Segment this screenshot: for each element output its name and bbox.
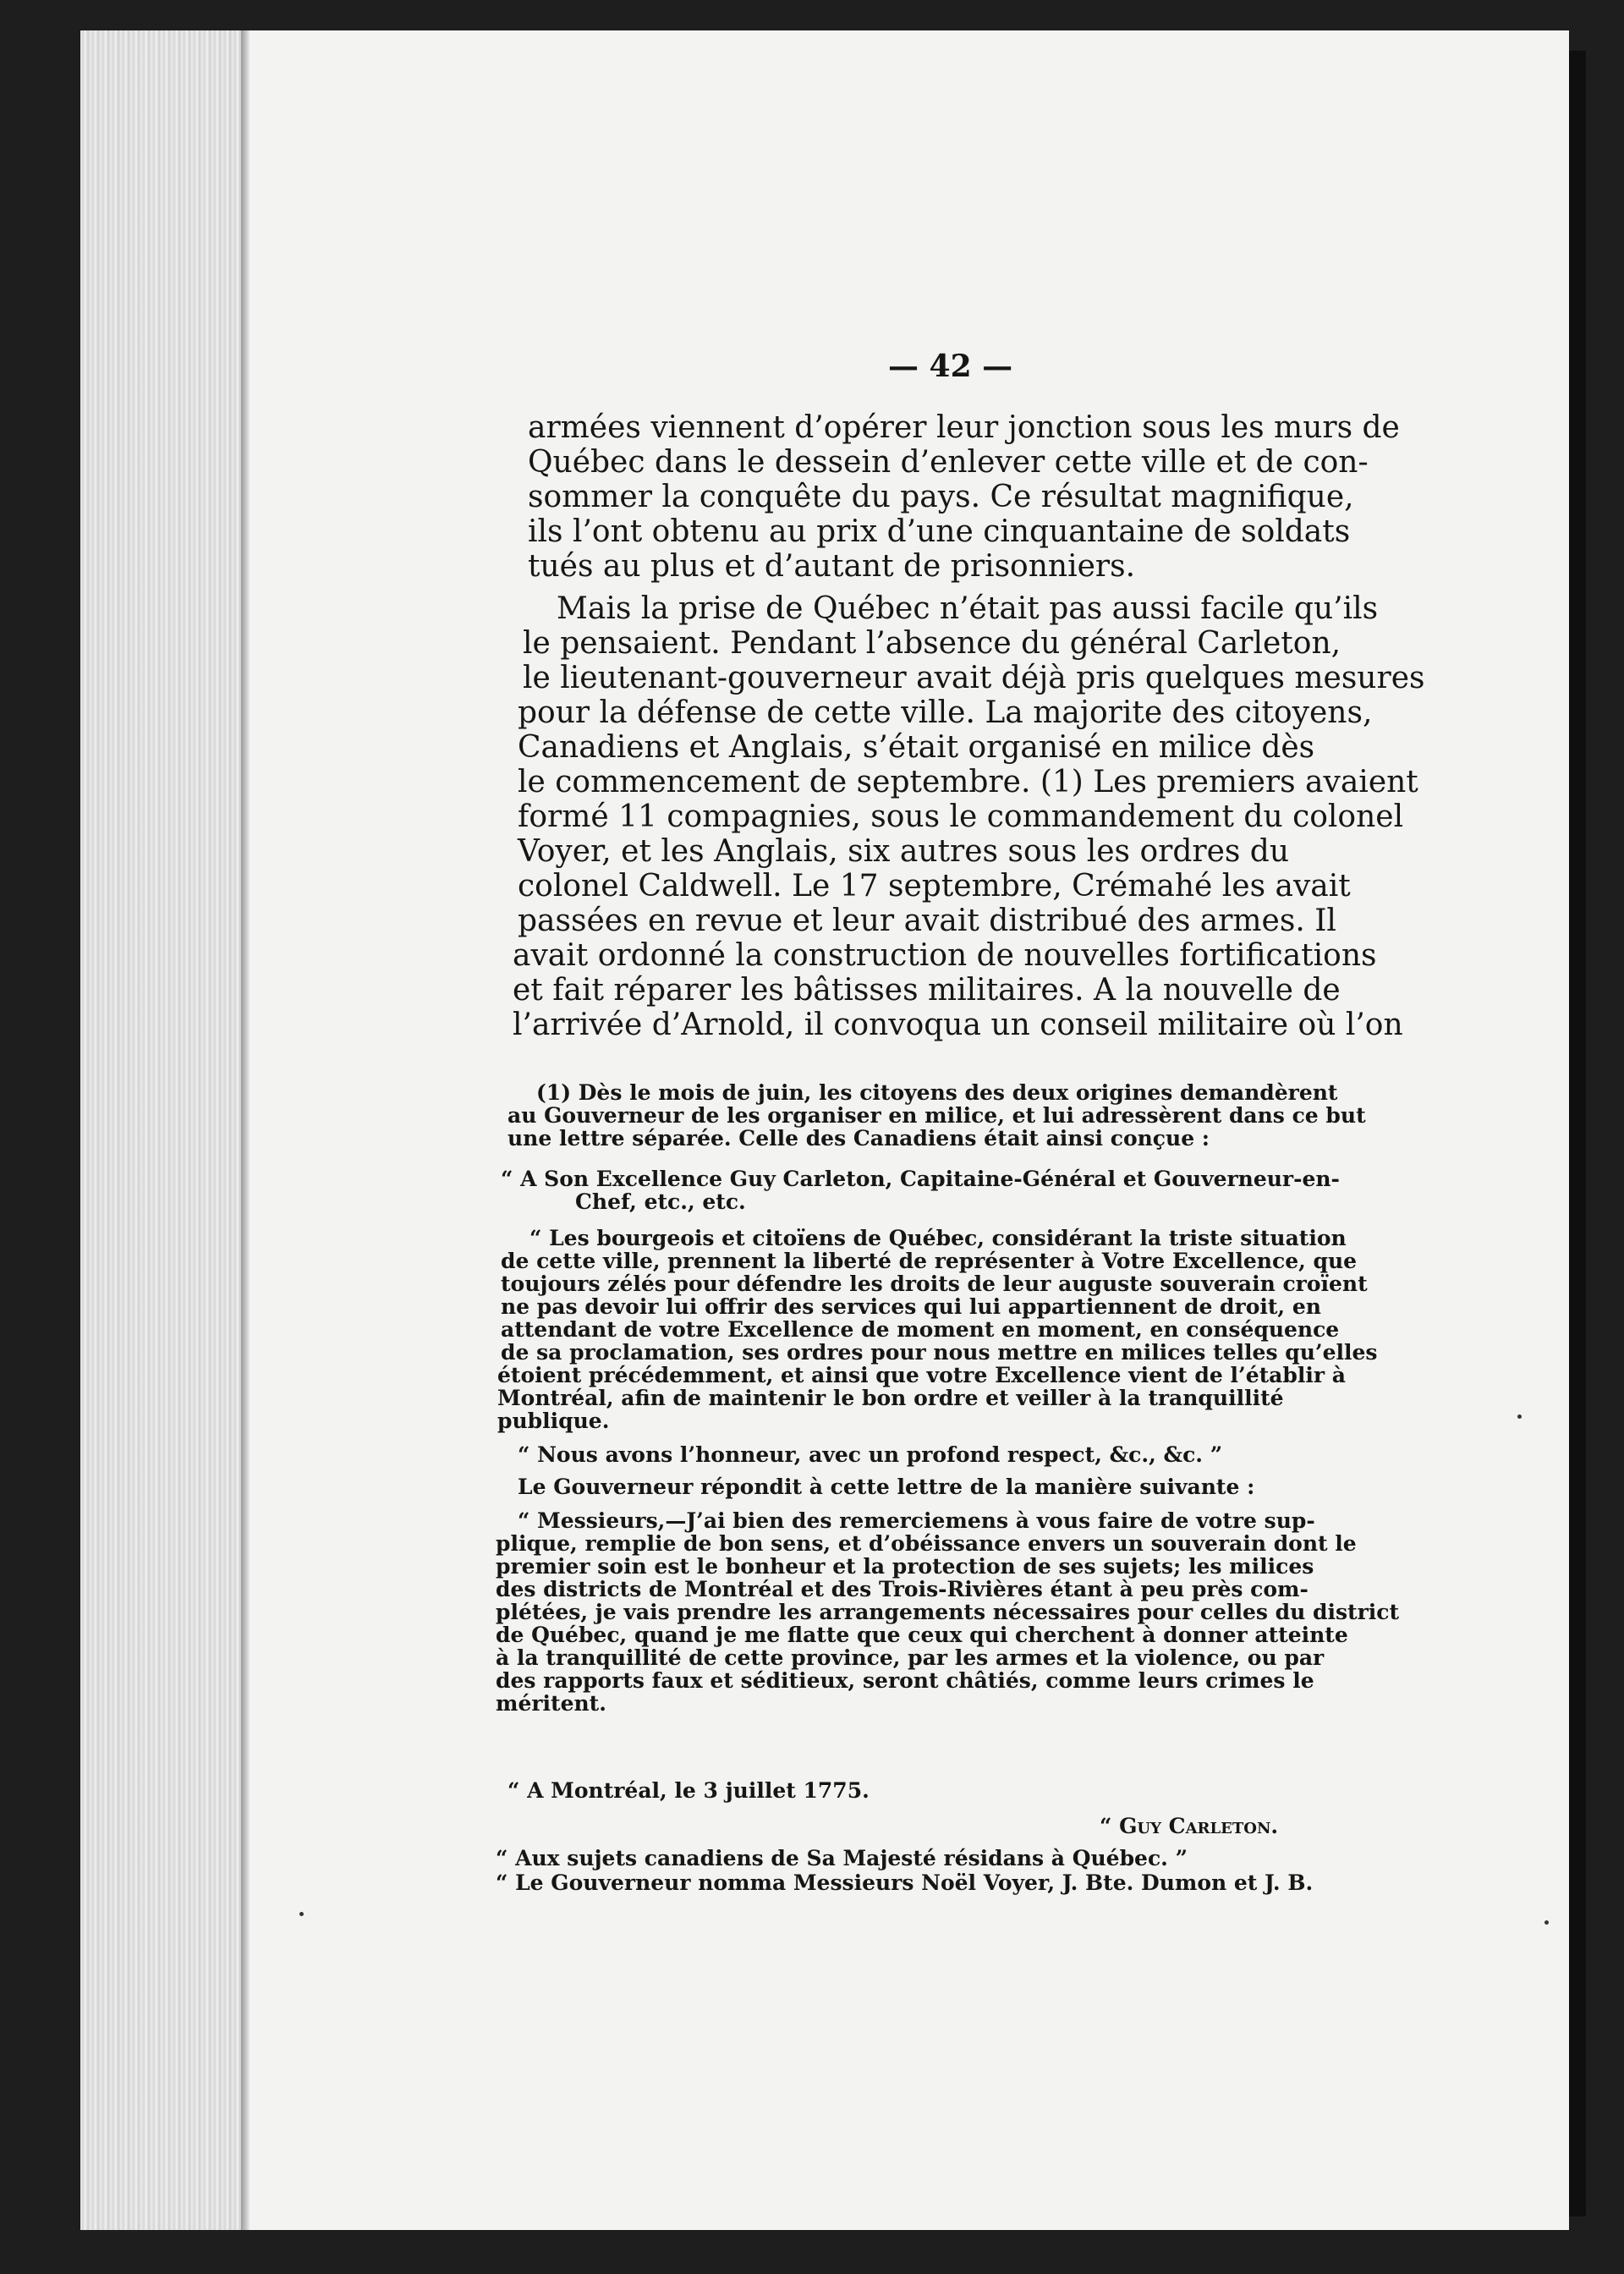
footnote-line: Montréal, afin de maintenir le bon ordre et veiller à la tranquillité — [497, 1386, 1284, 1410]
footnote-line: premier soin est le bonheur et la protection de ses sujets; les milices — [496, 1554, 1314, 1579]
footnote-line: à la tranquillité de cette province, par les armes et la violence, ou par — [496, 1645, 1325, 1670]
body-line: le lieutenant-gouverneur avait déjà pris quelques mesures — [523, 661, 1425, 695]
body-line: sommer la conquête du pays. Ce résultat magnifique, — [528, 480, 1354, 514]
page-right-edge — [1569, 51, 1586, 2216]
body-line: le commencement de septembre. (1) Les premiers avaient — [518, 765, 1418, 799]
footnote-line: des districts de Montréal et des Trois-Rivières étant à peu près com- — [496, 1577, 1309, 1601]
body-line: pour la défense de cette ville. La majorite des citoyens, — [518, 695, 1373, 730]
body-line: le pensaient. Pendant l’absence du général Carleton, — [523, 626, 1341, 661]
body-line: formé 11 compagnies, sous le commandement du colonel — [518, 799, 1404, 834]
footnote-line: “ Messieurs,—J’ai bien des remerciemens à vous faire de votre sup- — [518, 1508, 1315, 1533]
body-line: Québec dans le dessein d’enlever cette ville et de con- — [528, 445, 1369, 480]
footnote-line: “ A Montréal, le 3 juillet 1775. — [508, 1778, 870, 1803]
footnote-line: au Gouverneur de les organiser en milice, et lui adressèrent dans ce but — [508, 1103, 1366, 1128]
footnote-line: une lettre séparée. Celle des Canadiens était ainsi conçue : — [508, 1126, 1210, 1151]
body-line: ils l’ont obtenu au prix d’une cinquantaine de soldats — [528, 514, 1351, 549]
body-line: passées en revue et leur avait distribué des armes. Il — [518, 904, 1336, 938]
footnote-line: “ Le Gouverneur nomma Messieurs Noël Voyer, J. Bte. Dumon et J. B. — [496, 1870, 1314, 1895]
footnote-line: des rapports faux et séditieux, seront châtiés, comme leurs crimes le — [496, 1668, 1314, 1693]
footnote-line: de cette ville, prennent la liberté de représenter à Votre Excellence, que — [501, 1249, 1358, 1273]
book-page-edges — [80, 30, 244, 2230]
body-line: armées viennent d’opérer leur jonction sous les murs de — [528, 410, 1400, 445]
footnote-line: Le Gouverneur répondit à cette lettre de la manière suivante : — [518, 1475, 1255, 1499]
footnote-line: “ Les bourgeois et citoïens de Québec, considérant la triste situation — [529, 1226, 1347, 1250]
footnote-line: plique, remplie de bon sens, et d’obéissance envers un souverain dont le — [496, 1531, 1357, 1556]
body-line: Canadiens et Anglais, s’était organisé en milice dès — [518, 730, 1315, 765]
footnote-line: de sa proclamation, ses ordres pour nous mettre en milices telles qu’elles — [501, 1340, 1378, 1365]
footnote-line: “ Nous avons l’honneur, avec un profond respect, &c., &c. ” — [518, 1442, 1223, 1467]
book-gutter-shadow — [241, 30, 250, 2230]
body-line: Voyer, et les Anglais, six autres sous les ordres du — [518, 834, 1290, 869]
footnote-line: Chef, etc., etc. — [575, 1189, 746, 1214]
signature-guy-carleton: “ Guy Carleton. — [1100, 1814, 1279, 1838]
body-line: tués au plus et d’autant de prisonniers. — [528, 549, 1136, 584]
footnote-line: de Québec, quand je me flatte que ceux qui cherchent à donner atteinte — [496, 1623, 1348, 1647]
footnote-line: ne pas devoir lui offrir des services qui lui appartiennent de droit, en — [501, 1294, 1321, 1319]
body-line: colonel Caldwell. Le 17 septembre, Crémahé les avait — [518, 869, 1351, 904]
footnote-line: “ Aux sujets canadiens de Sa Majesté résidans à Québec. ” — [496, 1846, 1188, 1870]
footnote-line: (1) Dès le mois de juin, les citoyens des deux origines demandèrent — [536, 1080, 1338, 1105]
body-line: et fait réparer les bâtisses militaires. A la nouvelle de — [513, 973, 1341, 1008]
footnote-line: toujours zélés pour défendre les droits de leur auguste souverain croïent — [501, 1272, 1368, 1296]
footnote-line: attendant de votre Excellence de moment en moment, en conséquence — [501, 1317, 1340, 1342]
page-number: — 42 — — [888, 349, 1013, 384]
footnote-line: méritent. — [496, 1691, 606, 1716]
footnote-line: plétées, je vais prendre les arrangements nécessaires pour celles du district — [496, 1600, 1400, 1624]
body-line: l’arrivée d’Arnold, il convoqua un conseil militaire où l’on — [513, 1008, 1403, 1042]
body-line: Mais la prise de Québec n’était pas aussi facile qu’ils — [557, 591, 1379, 626]
footnote-line: étoient précédemment, et ainsi que votre Excellence vient de l’établir à — [497, 1363, 1346, 1387]
body-line: avait ordonné la construction de nouvelles fortifications — [513, 938, 1377, 973]
footnote-line: publique. — [497, 1409, 610, 1433]
footnote-line: “ A Son Excellence Guy Carleton, Capitaine-Général et Gouverneur-en- — [501, 1167, 1340, 1191]
